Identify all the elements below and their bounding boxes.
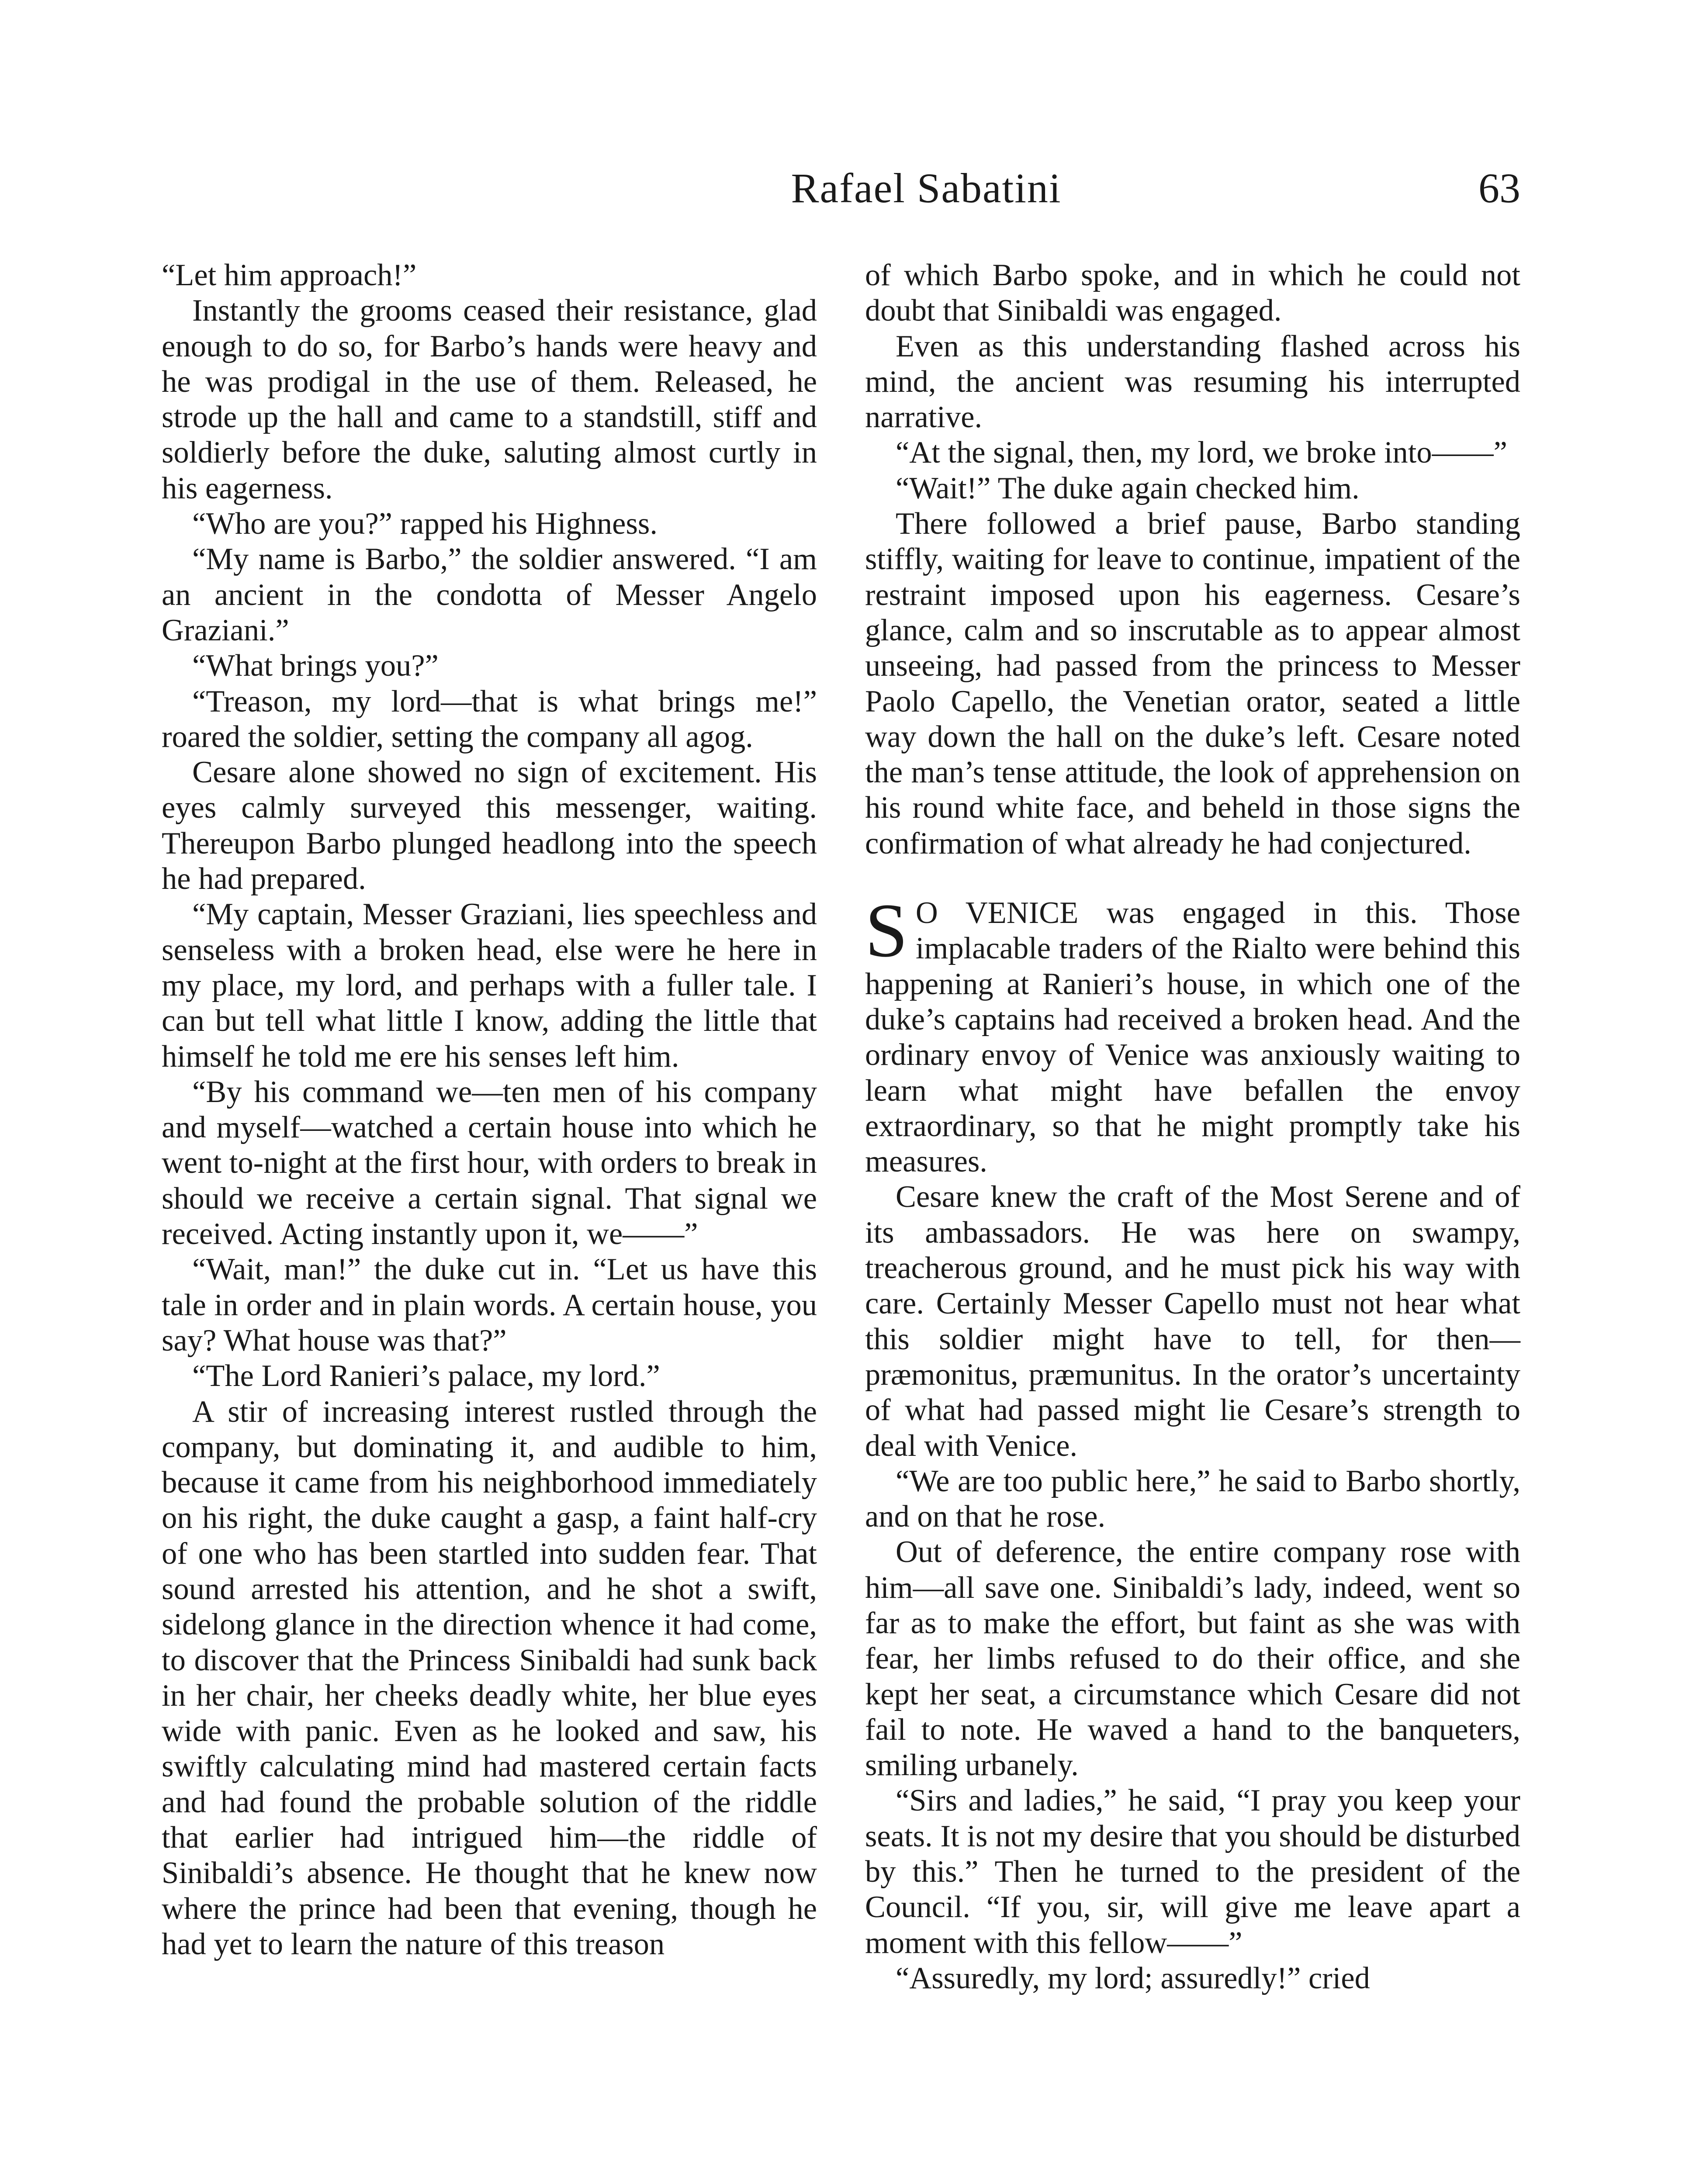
- paragraph: “Wait, man!” the duke cut in. “Let us have this tale in order and in plain words. A certain house, you say? What house was that?”: [162, 1252, 817, 1358]
- paragraph: Cesare alone showed no sign of excitement. His eyes calmly surveyed this messenger, waiting. Thereupon Barbo plunged headlong into the speech he had prepared.: [162, 755, 817, 896]
- section-lead-text: O VENICE was engaged in this. Those implacable traders of the Rialto were behind this happening at Ranieri’s house, in which one of the duke’s captains had received a broken head. And the ordinary envoy of Venice was anxiously waiting to learn what might have befallen the envoy extraordinary, so that he might promptly take his measures.: [865, 896, 1520, 1179]
- paragraph: “What brings you?”: [192, 649, 439, 683]
- paragraph: Cesare knew the craft of the Most Serene and of its ambassadors. He was here on swampy, treacherous ground, and he must pick his way with care. Certainly Messer Capello must not hear what this soldier might have to tell, for then— præmonitus, præmunitus. In the orator’s uncertainty of what had passed might lie Cesare’s strength to deal with Venice.: [865, 1180, 1520, 1463]
- paragraph: A stir of increasing interest rustled through the company, but dominating it, and audible to him, because it came from his neighborhood immediately on his right, the duke caught a gasp, a faint half-cry of one who has been startled into sudden fear. That sound arrested his attention, and he shot a swift, sidelong glance in the direction whence it had come, to discover that the Princess Sinibaldi had sunk back in her chair, her cheeks deadly white, her blue eyes wide with panic. Even as he looked and saw, his swiftly calculating mind had mastered certain facts and had found the probable solution of the riddle that earlier had intrigued him—the riddle of Sinibaldi’s absence. He thought that he knew now where the prince had been that evening, though he had yet to learn the nature of this treason: [162, 1394, 817, 1961]
- paragraph: “My captain, Messer Graziani, lies speechless and senseless with a broken head, else were he here in my place, my lord, and perhaps with a fuller tale. I can but tell what little I know, adding the little that himself he told me ere his senses left him.: [162, 897, 817, 1074]
- drop-cap: S: [865, 888, 908, 974]
- paragraph: of which Barbo spoke, and in which he could not doubt that Sinibaldi was engaged.: [865, 258, 1520, 328]
- paragraph: “At the signal, then, my lord, we broke into——”: [896, 435, 1507, 470]
- paragraph: “Let him approach!”: [162, 258, 417, 292]
- paragraph: “We are too public here,” he said to Barbo shortly, and on that he rose.: [865, 1464, 1520, 1534]
- running-head: Rafael Sabatini: [791, 165, 1062, 211]
- paragraph: Instantly the grooms ceased their resistance, glad enough to do so, for Barbo’s hands were heavy and he was prodigal in the use of them. Released, he strode up the hall and came to a standstill, stiff and soldierly before the duke, saluting almost curtly in his eagerness.: [162, 294, 817, 505]
- left-column: [162, 258, 817, 1962]
- paragraph: “Assuredly, my lord; assuredly!” cried: [896, 1961, 1370, 1995]
- page-number: 63: [1478, 165, 1520, 211]
- paragraph: “Who are you?” rapped his Highness.: [192, 507, 658, 541]
- paragraph: “Sirs and ladies,” he said, “I pray you keep your seats. It is not my desire that you should be disturbed by this.” Then he turned to the president of the Council. “If you, sir, will give me leave apart a moment with this fellow——”: [865, 1783, 1520, 1960]
- paragraph: Even as this understanding flashed across his mind, the ancient was resuming his interrupted narrative.: [865, 329, 1520, 435]
- paragraph: “Wait!” The duke again checked him.: [896, 471, 1360, 505]
- section-opening-paragraph: [865, 888, 1520, 1179]
- paragraph: “The Lord Ranieri’s palace, my lord.”: [192, 1359, 660, 1393]
- paragraph: “My name is Barbo,” the soldier answered. “I am an ancient in the condotta of Messer Angelo Graziani.”: [162, 542, 817, 647]
- page-header: [162, 160, 1520, 217]
- right-column: [865, 258, 1520, 1996]
- paragraph: “By his command we—ten men of his company and myself—watched a certain house into which he went to-night at the first hour, with orders to break in should we receive a certain signal. That signal we received. Acting instantly upon it, we——”: [162, 1075, 817, 1251]
- paragraph: Out of deference, the entire company rose with him—all save one. Sinibaldi’s lady, indeed, went so far as to make the effort, but faint as she was with fear, her limbs refused to do their office, and she kept her seat, a circumstance which Cesare did not fail to note. He waved a hand to the banqueters, smiling urbanely.: [865, 1535, 1520, 1783]
- paragraph: “Treason, my lord—that is what brings me!” roared the soldier, setting the company all agog.: [162, 684, 817, 754]
- paragraph: There followed a brief pause, Barbo standing stiffly, waiting for leave to continue, impatient of the restraint imposed upon his eagerness. Cesare’s glance, calm and so inscrutable as to appear almost unseeing, had passed from the princess to Messer Paolo Capello, the Venetian orator, seated a little way down the hall on the duke’s left. Cesare noted the man’s tense attitude, the look of apprehension on his round white face, and beheld in those signs the confirmation of what already he had conjectured.: [865, 507, 1520, 860]
